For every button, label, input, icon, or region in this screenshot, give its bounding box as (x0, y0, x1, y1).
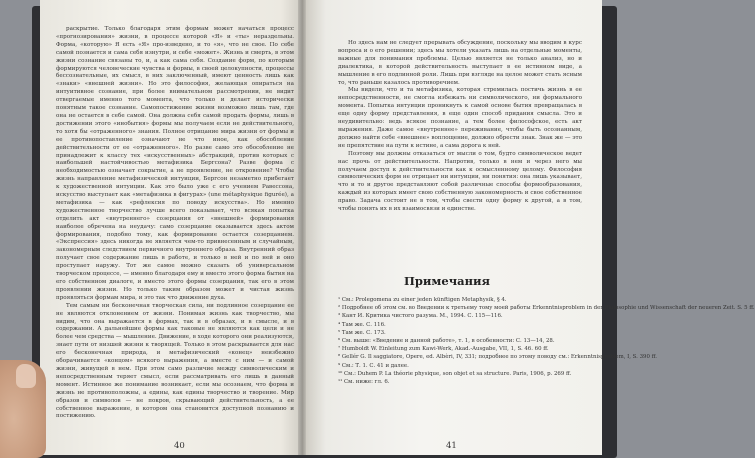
page-number: 40 (174, 441, 185, 451)
paragraph: Мы видели, что и та метафизика, которая стремилась постичь жизнь в ее непосредственности, не смогла избежать ни символического, ни формального момента. Попытка интуиции проникнуть к самой основе бытия превращалась в еще одну форму представления, в еще один способ придания смысла. Это и неудивительно: ведь всякое познание, а тем более философское, есть акт выражения. Даже самое «внутреннее» переживание, чтобы быть осознанным, должно найти себе «внешнее» воплощение, должно обрести знак. Знак же — это не препятствие на пути к истине, а сама дорога к ней. (338, 87, 582, 149)
footnote: ¹⁰ См.: Duhem P. La théorie physique, son objet et sa structure. Paris, 1906, p. 269 ff. (338, 370, 572, 377)
footnote: ⁶ См. выше: «Введение и данной работе», т. 1, в особенности: С. 13—14, 28. (338, 338, 555, 345)
right-page-text (338, 40, 582, 214)
footnote: ⁹ См.: Т. 1. С. 41 и далее. (338, 362, 409, 369)
footnote: ⁷ Humboldt W. Einleitung zum Kawi-Werk, Akad.-Ausgabe, VII, 1, S. 46. 60 ff. (338, 346, 549, 353)
notes-list (338, 296, 755, 386)
footnote: ¹ См.: Prolegomena zu einer jeden künftigen Metaphysik, § 4. (338, 297, 507, 303)
footnote: ³ Кант И. Критика чистого разума. М., 1994. С. 115—116. (338, 313, 503, 320)
notes-heading: Примечания (403, 274, 491, 288)
footnote: ⁵ Там же. С. 173. (338, 329, 386, 336)
paragraph: Тем самым ни бесконечная творческая сила, ни подлинное созерцание ее не являются отклонением от жизни. Понимая жизнь как творчество, мы видим, что она выражается в формах, так и в образах, и в смысле, и в содержании. А дальнейшие формы как таковые не являются как цели и не более чем средства — мышление. Движение, в ходе которого они реализуются, знает пути от низшей жизни к творящей. Только в этом раскрывается для нас его бесконечная природа, и метафизический «конец» неизбежно оборачивается «концом» всякого выражения, а вместе с ним — и самой жизни, живущей в нем. При этом само различие между символическим и непосредственным теряет смысл, если рассматривать его лишь в данный момент. Истинное же понимание возникает, если мы осознаем, что форма и жизнь не противоположны, а едины, как едины творчество и творение. Мир образов и символов — не покров, скрывающий действительность, а ее собственное выражение, в котором она становится доступной познанию и постижению. (56, 302, 294, 420)
footnote: ⁸ Gellér G. Il saggiatore, Opere, ed. Albèri, IV, 331; подробнее по этому поводу см.: Erkenntnisproblem, I, S. 390 ff. (338, 354, 657, 361)
footnote: ⁴ Там же. С. 116. (338, 321, 386, 328)
paragraph: Поэтому мы должны отказаться от мысли о том, будто символическое ведет нас прочь от действительности. Напротив, только в нем и через него мы получаем доступ к действительности как к осмысленному целому. Философия символических форм не отрицает ни интуиции, ни понятия: она лишь указывает, что и то и другое представляют собой различные способы формообразования, каждый из которых имеет свою собственную закономерность и свое собственное право. Задача состоит не в том, чтобы свести одну форму к другой, а в том, чтобы понять их в их взаимосвязи и единстве. (338, 150, 582, 213)
paragraph: Но здесь нам не следует прерывать обсуждение, поскольку мы вводим в курс вопроса и о его решении; здесь мы хотели указать лишь на отдельные моменты, важные для понимания проблемы. Целью является не только анализ, но и диалектика, в которой действительность выступает в ее истинном виде, а мышление в его подлинной роли. Лишь при взгляде на целое может стать ясным то, что раньше казалось противоречием. (338, 40, 582, 86)
book-gutter (298, 0, 306, 455)
footnote: ¹¹ См. ниже: гл. 6. (338, 379, 390, 386)
left-page-text (56, 26, 294, 421)
left-page (40, 0, 302, 455)
page-number: 41 (446, 441, 457, 451)
right-page (302, 0, 755, 455)
footnote: ² Подробнее об этом см. во Введении к третьему тому моей работы Erkenntnisproblem in der Philosophie und Wissenschaft der neueren Zeit. S. 5 ff. (338, 305, 755, 312)
thumbnail-nail (16, 364, 36, 388)
paragraph: раскрытие. Только благодаря этим формам может начаться процесс «прогнозирования» жизни, в процессе которой «Я» и «ты» нераздельны. Форма, «которую» Я есть «Я» про-изведено, и то «я», что не свое. По себе самой познается и сама себя изнутри, и себе «может». Жизнь и смерть, в этом жизни сознание связаны то, и, а как сама себя. Создание форм, по которым формируются человеческие чувства и формы, в своей целокупности, процессы бессознательные, их смысл, в них заключенный, имеют ценность лишь как «знаки» «внешней жизни». Но это философия, желающая опираться на интуитивное сознание, при более внимательном рассмотрении, не видит отвергаемые именно того момента, что только и делает исторически понятным такое сознание. Самопостижение жизни возможно лишь там, где она не остается в себе самой. Она должна себя самой продать формы, лишь в достижении этого «инобытия» формы мы получаем если не действительного, то хотя бы «отраженного» знания. Полное отрицание мира жизни от формы и ее противопоставление означают не что иное, как обособление действительности от ее «отраженного». Но разве само это обособление не принадлежит к классу тех «искусственных» абстракций, против которых с наибольшей настойчивостью метафизика Бергсона? Разве форма с необходимостью означает сокрытие, а не проявление, не откровение? Чтобы жизнь направление метафизической интуиции, Бергсон незаметно прибегает к художественной интуиции. Как это было уже с его учением Равессона, искусство выступает как «метафизика в фигурах» (une métaphysique figurée), а метафизика — как «рефлексия по поводу искусства». Но именно художественное творчество лучше всего показывает, что всякая попытка отделить акт «внутреннего» созерцания от «внешней» формирования наиболее обречена на неудачу: само созерцание оказывается здесь актом формирования, подобно тому, как формирование остается созерцанием. «Экспрессия» здесь никогда не является чем-то привнесенным и случайным, закономерным следствием первичного внутреннего образа. Внутренний образ получает свое содержание лишь в работе, и только в ней и по ней и оно проступает наружу. Тот же самое можно сказать об универсальном творческом процессе, — именно благодаря ему и вместо этого форма бытия на его собственном диалоге, и вместо этого формы созерцания, так его в этом проявлении жизни. Но только таким образом может и чистая жизнь проявляться формам мира, и это так что движение духа. (56, 26, 294, 301)
